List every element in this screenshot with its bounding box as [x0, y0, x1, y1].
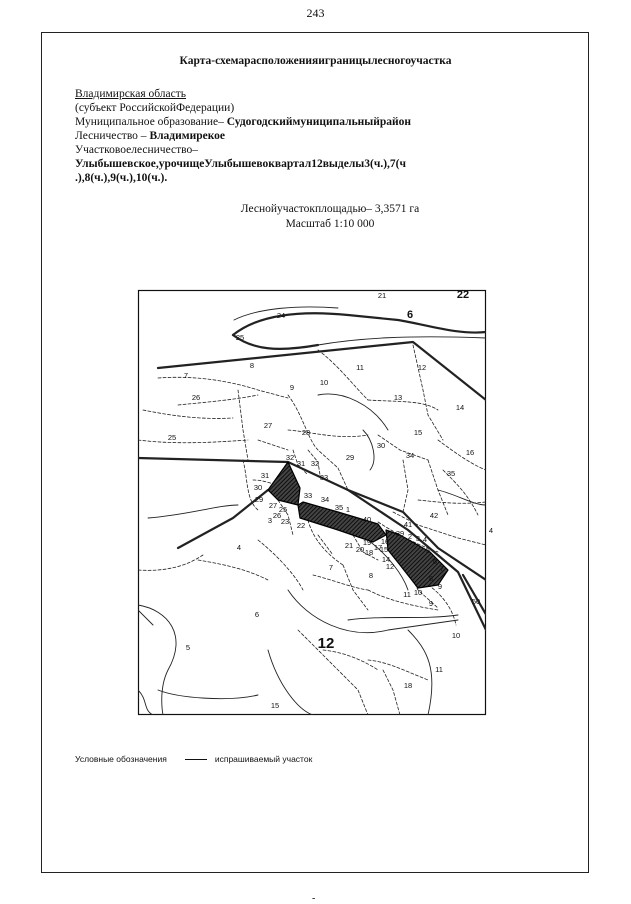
compartment-label: 20 [355, 545, 365, 554]
compartment-label: 6 [406, 309, 414, 321]
compartment-label: 27 [263, 421, 273, 430]
compartment-label: 18 [403, 681, 413, 690]
compartment-label: 29 [254, 495, 264, 504]
municipality-line [75, 115, 555, 129]
compartment-label: 25 [167, 433, 177, 442]
page-number: 243 [306, 6, 325, 20]
compartment-label: 12 [317, 635, 335, 652]
compartment-label: 24 [276, 311, 286, 320]
compartment-label: 7 [183, 371, 189, 380]
compartment-label: 15 [413, 428, 423, 437]
compartment-label: 26 [191, 393, 201, 402]
compartment-label: 11 [403, 590, 411, 599]
compartment-label: 8 [249, 361, 255, 370]
compartment-label: 15 [379, 545, 389, 554]
compartment-label: 27 [268, 501, 278, 510]
compartment-label: 9 [437, 582, 443, 591]
compartment-label: 29 [345, 453, 355, 462]
compartment-label: 4 [236, 543, 242, 552]
compartment-label: 16 [465, 448, 475, 457]
compartment-label: 2 [407, 532, 413, 541]
compartment-label: 22 [296, 521, 306, 530]
compartment-label: 22 [456, 289, 470, 301]
legend-line-symbol [185, 759, 207, 760]
compartment-label: 10 [451, 631, 461, 640]
district-forestry-line: Участковоелесничество– [75, 144, 198, 156]
compartment-label: 50 [471, 597, 481, 606]
legend-item-label: испрашиваемый участок [214, 754, 313, 764]
compartment-label: 34 [405, 451, 415, 460]
compartment-label: 5 [185, 643, 191, 652]
scale-line: Масштаб 1:10 000 [285, 218, 375, 230]
document-title: Карта-схемарасположенияиграницылесногоучастка [179, 55, 452, 67]
legend-title: Условные обозначения [75, 754, 167, 764]
subject-note-line: (субъект РоссийскойФедерации) [75, 102, 235, 114]
compartment-label: 23 [280, 517, 290, 526]
compartment-label: 35 [446, 469, 456, 478]
compartment-label: 40 [362, 515, 372, 524]
map-border [139, 291, 486, 715]
compartment-label: 12 [417, 363, 427, 372]
compartment-label: 32 [310, 459, 320, 468]
compartment-label: 9 [289, 383, 295, 392]
municipality-value: Судогодскиймуниципальныйрайон [223, 116, 412, 128]
compartment-label: 1 [345, 505, 351, 514]
forest-plot-map [138, 289, 494, 715]
compartment-label: 7 [328, 563, 334, 572]
compartment-label: 21 [344, 541, 354, 550]
compartment-label: 41 [403, 520, 413, 529]
compartment-label: 25 [278, 505, 288, 514]
compartment-label: 10 [319, 378, 329, 387]
compartment-label: 8 [428, 574, 434, 583]
compartment-label: 6 [432, 557, 438, 566]
compartment-label: 13 [393, 393, 403, 402]
region-line: Владимирская область [75, 88, 187, 100]
location-line-1: Улыбышевское,урочищеУлыбышевоквартал12выделы3(ч.),7(ч [75, 158, 406, 170]
area-line: Леснойучастокплощадью– 3,3571 га [240, 203, 420, 215]
compartment-label: 28 [301, 428, 311, 437]
compartment-label: 34 [320, 495, 330, 504]
compartment-label: 4 [488, 526, 494, 535]
plot-info-block [75, 87, 555, 185]
compartment-label: 9 [428, 599, 434, 608]
bottom-mark: - [312, 893, 316, 904]
compartment-label: 12 [385, 562, 395, 571]
compartment-label: 11 [356, 363, 364, 372]
forestry-label: Лесничество – [75, 130, 150, 142]
location-line-2: .),8(ч.),9(ч.),10(ч.). [75, 172, 168, 184]
compartment-label: 35 [334, 503, 344, 512]
compartment-label: 30 [253, 483, 263, 492]
compartment-label: 17 [373, 543, 383, 552]
compartment-label: 15 [270, 701, 280, 710]
compartment-label: 33 [303, 491, 313, 500]
compartment-label: 3 [415, 534, 421, 543]
forestry-line [75, 129, 555, 143]
compartment-label: 21 [377, 291, 387, 300]
compartment-label: 31 [296, 459, 306, 468]
compartment-label: 4 [422, 535, 428, 544]
compartment-label: 14 [455, 403, 465, 412]
area-and-scale [180, 202, 480, 232]
compartment-label: 6 [254, 610, 260, 619]
compartment-label: 7 [439, 564, 445, 573]
compartment-label: 8 [368, 571, 374, 580]
compartment-label: 19 [362, 538, 372, 547]
compartment-label: 42 [429, 511, 439, 520]
compartment-label: 16 [380, 537, 390, 546]
compartment-label: 31 [260, 471, 270, 480]
municipality-label: Муниципальное образование– [75, 116, 224, 128]
compartment-label: 11 [435, 665, 443, 674]
compartment-label: 10 [413, 588, 423, 597]
compartment-label: 3 [267, 516, 273, 525]
compartment-label: 18 [364, 548, 374, 557]
compartment-label: 33 [319, 473, 329, 482]
compartment-label: 25 [235, 333, 245, 342]
compartment-label: 5 [425, 546, 431, 555]
compartment-label: 14 [381, 555, 391, 564]
compartment-label: 26 [272, 511, 282, 520]
compartment-label: 39 [395, 529, 405, 538]
legend [75, 754, 312, 764]
compartment-label: 32 [285, 453, 295, 462]
compartment-label: 30 [376, 441, 386, 450]
forestry-value: Владимирекое [149, 130, 226, 142]
